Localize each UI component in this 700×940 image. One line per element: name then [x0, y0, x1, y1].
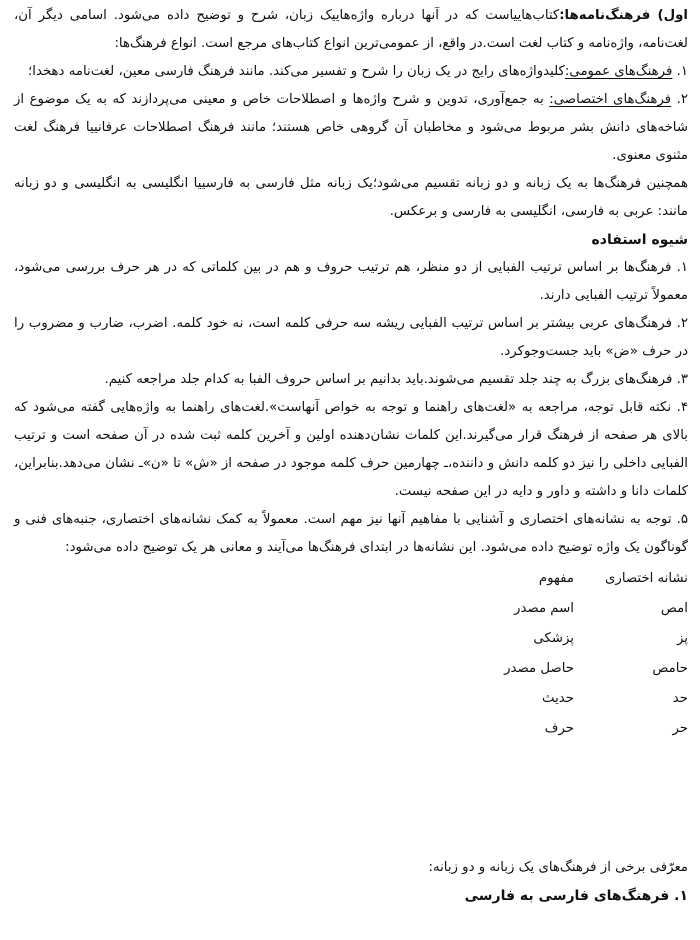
- abbr-cell: امص: [660, 601, 688, 616]
- table-row: [414, 624, 688, 654]
- dictionaries-lead: اول) فرهنگ‌نامه‌ها:: [559, 8, 688, 23]
- header-abbreviation: نشانه اختصاری: [604, 571, 688, 586]
- usage-item-1: ۱. فرهنگ‌ها بر اساس ترتیب الفبایی از دو منظر، هم ترتیب حروف و هم در بین کلماتی که در هر حرف بررسی می‌شود، معمولاً ترتیب الفبایی دارند.: [14, 260, 688, 303]
- persian-dictionaries-heading: ۱. فرهنگ‌های فارسی به فارسی: [464, 888, 688, 904]
- item-number: ۲.: [676, 92, 688, 107]
- table-row: [414, 714, 688, 744]
- paragraph-dictionaries-intro: [14, 2, 688, 58]
- abbr-cell: حد: [672, 691, 688, 706]
- meaning-cell: اسم مصدر: [514, 601, 574, 616]
- item-general-dictionaries: [14, 58, 688, 86]
- abbr-cell: حامص: [652, 661, 688, 676]
- usage-section-title: شیوه استفاده: [591, 232, 688, 248]
- table-header-row: [414, 564, 688, 594]
- term-specialized-dictionaries: فرهنگ‌های اختصاصی:: [549, 92, 672, 107]
- term-general-dictionaries: فرهنگ‌های عمومی:: [564, 64, 673, 79]
- blank-space: [14, 744, 688, 854]
- abbreviations-table: [414, 564, 688, 744]
- meaning-cell: حدیث: [542, 691, 574, 706]
- usage-item-4: ۴. نکته قابل توجه، مراجعه به «لغت‌های راهنما و توجه به خواص آنهاست».لغت‌های راهنما به واژه‌هایی گفته می‌شود که بالای هر صفحه از فرهنگ قرار می‌گیرند.این کلمات نشان‌دهنده اولین و آخرین کلمه ثبت شده در آن صفحه است و ترتیب الفبایی داخلی را نیز دو کلمه دانش و داننده،ـ چهارمین حرف کلمه موجود در صفحه از «ش» تا «ن»ـ نشان می‌دهد.بنابراین، کلمات دانا و داشته و داور و دایه در این صفحه نیست.: [14, 400, 688, 499]
- meaning-cell: حاصل مصدر: [504, 661, 574, 676]
- dictionaries-intro-line: معرّفی برخی از فرهنگ‌های یک زبانه و دو زبانه:: [428, 860, 688, 875]
- usage-item-3: ۳. فرهنگ‌های بزرگ به چند جلد تقسیم می‌شوند.باید بدانیم بر اساس حروف الفبا به کدام جلد مراجعه کنیم.: [104, 372, 688, 387]
- meaning-cell: پزشکی: [533, 631, 574, 646]
- usage-item-5: ۵. توجه به نشانه‌های اختصاری و آشنایی با مفاهیم آنها نیز مهم است. معمولاً به کمک نشانه‌های اختصاری، جنبه‌های فنی و گوناگون یک واژه توضیح داده می‌شود. این نشانه‌ها در ابتدای فرهنگ‌ها می‌آیند و معانی هر یک توضیح داده می‌شود:: [14, 512, 688, 555]
- header-meaning: مفهوم: [538, 571, 574, 586]
- item-number: ۱.: [676, 64, 688, 79]
- dictionaries-intro-text: کتاب‌هاییاست که در آنها درباره واژه‌هاییک زبان، شرح و توضیح داده می‌شود. اسامی دیگر آن، لغت‌نامه، واژه‌نامه و کتاب لغت است.در واقع، از عمومی‌ترین انواع کتاب‌های مرجع است. انواع فرهنگ‌ها:: [14, 8, 688, 51]
- item-specialized-dictionaries: [14, 86, 688, 170]
- table-row: [414, 594, 688, 624]
- item-text: به جمع‌آوری، تدوین و شرح واژه‌ها و اصطلاحات خاص و معینی می‌پردازند که به یک موضوع از شاخه‌های دانش بشر مربوط می‌شود و مخاطبان آن گروهی خاص هستند؛ مانند فرهنگ اصطلاحات عرفانییا فرهنگ لغت مثنوی معنوی.: [14, 92, 688, 163]
- meaning-cell: حرف: [544, 721, 574, 736]
- table-row: [414, 684, 688, 714]
- abbr-cell: حر: [672, 721, 688, 736]
- abbr-cell: پز: [676, 631, 688, 646]
- paragraph-bilingual: همچنین فرهنگ‌ها به یک زبانه و دو زبانه تقسیم می‌شود؛یک زبانه مثل فارسی به فارسییا انگلیسی به انگلیسی و دو زبانه مانند: عربی به فارسی، انگلیسی به فارسی و برعکس.: [14, 176, 688, 219]
- item-text: کلیدواژه‌های رایج در یک زبان را شرح و تفسیر می‌کند. مانند فرهنگ فارسی معین، لغت‌نامه دهخدا؛: [28, 64, 565, 79]
- usage-item-2: ۲. فرهنگ‌های عربی بیشتر بر اساس ترتیب الفبایی ریشه سه حرفی کلمه است، نه خود کلمه. اضرب، ضارب و مضروب را در حرف «ض» باید جست‌وجوکرد.: [14, 316, 688, 359]
- table-row: [414, 654, 688, 684]
